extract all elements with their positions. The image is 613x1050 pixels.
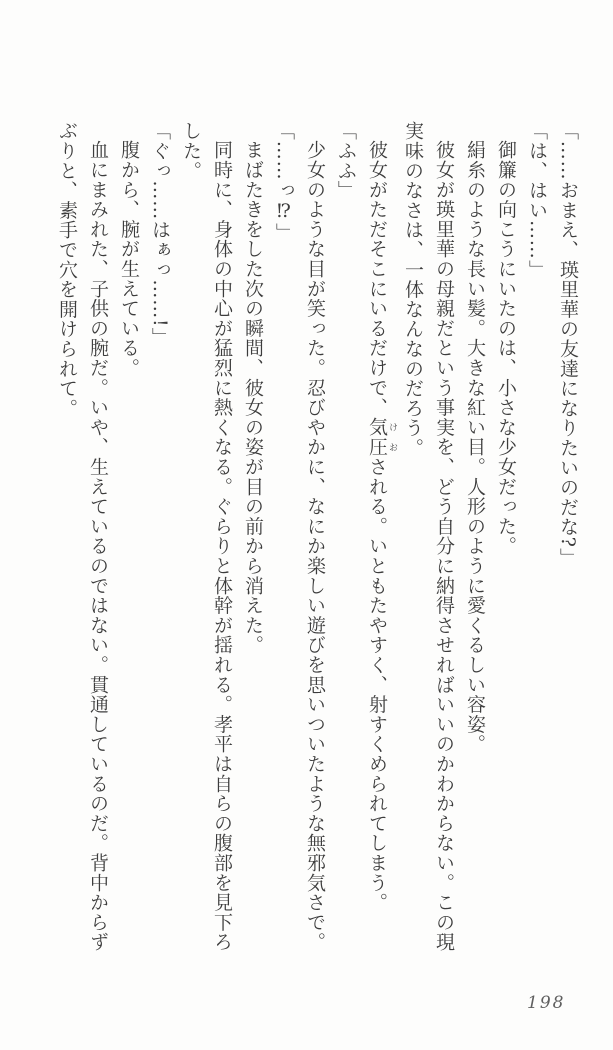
page-number: 198	[527, 993, 566, 1013]
text-line: 同時に、身体の中心が猛烈に熱くなる。ぐらりと体幹が揺れる。孝平は自らの腹部を見下ろ	[211, 140, 233, 952]
text-line: 彼女がただそこにいるだけで、気圧 けおされる。いともたやすく、射すくめられてしまう。	[366, 140, 397, 913]
text-line: 「……っ⁉」	[273, 121, 295, 243]
text-line: 「は、はい……」	[526, 121, 548, 280]
text-line: ぶりと、素手で穴を開けられて。	[56, 121, 78, 418]
text-line: 実味のなさは、一体なんなのだろう。	[402, 121, 424, 458]
text-line: 血にまみれた、子供の腕だ。いや、生えているのではない。貫通しているのだ。背中からず	[87, 140, 109, 952]
text-line: 腹から、腕が生えている。	[118, 140, 140, 378]
text-line: まばたきをした次の瞬間、彼女の姿が目の前から消えた。	[242, 140, 264, 655]
text-line: 「ふふ」	[335, 121, 357, 201]
text-line: 「……おまえ、瑛里華の友達になりたいのだな?」	[557, 121, 579, 568]
text-line: 少女のような目が笑った。忍びやかに、なにか楽しい遊びを思いついたような無邪気さで。	[304, 140, 326, 952]
text-line: 「ぐっ……はぁっ……!」	[149, 121, 171, 348]
text-line: した。	[180, 121, 202, 181]
text-line: 絹糸のような長い髪。大きな紅い目。人形のように愛くるしい容姿。	[464, 140, 486, 754]
text-line: 御簾の向こうにいたのは、小さな少女だった。	[495, 140, 517, 556]
text-line: 彼女が瑛里華の母親だという事実を、どう自分に納得させればいいのかわからない。この現	[433, 140, 455, 952]
vertical-text-block	[51, 121, 583, 957]
